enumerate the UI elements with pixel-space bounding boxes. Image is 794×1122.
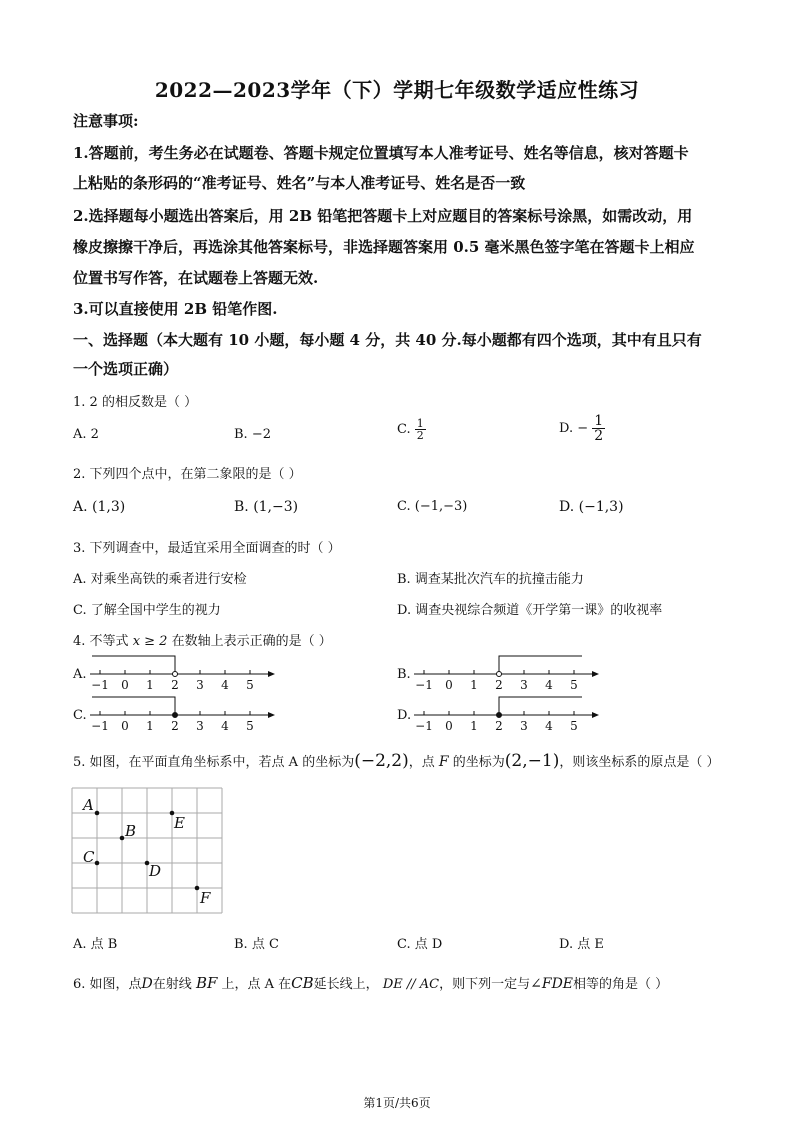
q4-d-tick-label: 4 — [545, 719, 553, 733]
q4-option-b-label: B. — [397, 667, 411, 682]
q4-d-tick-label: 5 — [570, 719, 578, 733]
section-1-heading-cont: 一个选项正确） — [73, 360, 179, 378]
q5-coord-a: (−2,2) — [354, 751, 409, 771]
q6-angle: ∠FDE — [530, 976, 574, 992]
q4-a-tick-label: 1 — [146, 678, 154, 692]
q5-option-d: D. 点 E — [559, 937, 604, 952]
q5-option-c: C. 点 D — [397, 937, 443, 952]
q1-option-d — [559, 414, 605, 443]
q4-b-tick-label: 4 — [545, 678, 553, 692]
q3-stem: 3. 下列调查中，最适宜采用全面调查的时（ ） — [73, 541, 341, 556]
q6-part-1: 6. 如图，点 — [73, 977, 142, 992]
q6-part-4: 延长线上， — [313, 977, 379, 992]
q4-stem-pre: 4. 不等式 — [73, 634, 129, 649]
q6-part-5: ，则下列一定与 — [439, 977, 531, 992]
q4-number-line-a — [88, 652, 278, 692]
q4-a-endpoint — [173, 672, 178, 677]
page-title: 2022—2023学年（下）学期七年级数学适应性练习 — [154, 78, 640, 102]
q6-part-6: 相等的角是（ ） — [573, 977, 669, 992]
q6-var-bf: BF — [195, 974, 218, 992]
q1-c-denominator: 2 — [416, 429, 424, 442]
q6-var-d: D — [141, 976, 153, 992]
q1-option-b: B. −2 — [234, 427, 271, 442]
q4-d-tick-label: 1 — [470, 719, 478, 733]
q4-c-tick-label: −1 — [91, 719, 109, 733]
note-2-line-3: 位置书写作答，在试题卷上答题无效. — [73, 269, 319, 287]
q4-option-c-label: C. — [73, 708, 87, 723]
q5-grid-figure — [70, 785, 226, 917]
q1-d-numerator: 1 — [594, 413, 604, 429]
q5-point-b — [120, 836, 125, 841]
q5-stem-pre: 5. 如图，在平面直角坐标系中，若点 A 的坐标为 — [73, 755, 355, 770]
q5-stem-mid2: 的坐标为 — [452, 755, 505, 770]
q5-stem-mid: ，点 — [408, 755, 435, 770]
q4-d-endpoint — [497, 713, 502, 718]
q4-c-tick-label: 2 — [171, 719, 179, 733]
q6-part-3: 上，点 A 在 — [221, 977, 292, 992]
q4-a-tick-label: 3 — [196, 678, 204, 692]
q2-stem: 2. 下列四个点中，在第二象限的是（ ） — [73, 467, 302, 482]
q4-b-tick-label: 2 — [495, 678, 503, 692]
q4-a-tick-label: 0 — [121, 678, 129, 692]
q3-option-a: A. 对乘坐高铁的乘者进行安检 — [73, 572, 247, 587]
q2-option-c: C. (−1,−3) — [397, 499, 468, 514]
q4-a-tick-label: 4 — [221, 678, 229, 692]
q1-option-c-label: C. — [397, 422, 411, 437]
q4-a-solution-ray — [92, 656, 175, 674]
q1-option-a: A. 2 — [73, 427, 99, 442]
section-1-heading: 一、选择题（本大题有 10 小题，每小题 4 分，共 40 分.每小题都有四个选项，其中有且只有 — [73, 331, 702, 349]
q4-d-tick-label: 3 — [520, 719, 528, 733]
q4-a-tick-label: 5 — [246, 678, 254, 692]
q5-point-a — [95, 811, 100, 816]
q1-c-numerator: 1 — [416, 417, 424, 430]
q5-point-label-e: E — [174, 814, 185, 832]
q4-b-tick-label: 3 — [520, 678, 528, 692]
q1-d-denominator: 2 — [594, 428, 604, 444]
q1-option-d-fraction — [592, 414, 605, 443]
q4-d-solution-ray — [499, 697, 582, 715]
q4-b-tick-label: 0 — [445, 678, 453, 692]
q4-c-tick-label: 3 — [196, 719, 204, 733]
q4-d-tick-label: 2 — [495, 719, 503, 733]
q4-stem-post: 在数轴上表示正确的是（ ） — [171, 634, 332, 649]
notes-heading: 注意事项: — [73, 112, 139, 130]
q1-option-c — [397, 418, 426, 441]
q2-option-a: A. (1,3) — [73, 499, 126, 515]
page-footer: 第1页/共6页 — [363, 1096, 431, 1110]
q4-c-tick-label: 4 — [221, 719, 229, 733]
q4-b-solution-ray — [499, 656, 582, 674]
q4-number-line-d — [412, 693, 602, 733]
q5-point-f — [195, 886, 200, 891]
q4-b-tick-label: 1 — [470, 678, 478, 692]
q5-option-b: B. 点 C — [234, 937, 279, 952]
q2-option-b: B. (1,−3) — [234, 499, 299, 515]
q6-part-2: 在射线 — [152, 977, 192, 992]
q4-number-line-c — [88, 693, 278, 733]
q4-b-arrow — [592, 671, 599, 677]
q4-option-d-label: D. — [397, 708, 412, 723]
q4-inequality: x ≥ 2 — [132, 634, 168, 649]
q3-option-c: C. 了解全国中学生的视力 — [73, 603, 221, 618]
q1-stem: 1. 2 的相反数是（ ） — [73, 395, 198, 410]
q5-point-label-b: B — [125, 822, 137, 840]
q5-point-label-c: C — [83, 848, 95, 866]
q5-point-c — [95, 861, 100, 866]
q5-option-a: A. 点 B — [73, 937, 118, 952]
q3-option-d: D. 调查央视综合频道《开学第一课》的收视率 — [397, 603, 663, 618]
q4-c-tick-label: 0 — [121, 719, 129, 733]
q4-a-arrow — [268, 671, 275, 677]
q4-d-arrow — [592, 712, 599, 718]
q5-stem — [73, 751, 719, 771]
q4-b-endpoint — [497, 672, 502, 677]
q4-d-tick-label: −1 — [415, 719, 433, 733]
q4-d-tick-label: 0 — [445, 719, 453, 733]
q2-option-d: D. (−1,3) — [559, 499, 624, 515]
q4-number-line-b — [412, 652, 602, 692]
q4-a-tick-label: 2 — [171, 678, 179, 692]
q4-b-tick-label: −1 — [415, 678, 433, 692]
q4-c-solution-ray — [92, 697, 175, 715]
note-1-line-2: 上粘贴的条形码的“准考证号、姓名”与本人准考证号、姓名是否一致 — [73, 174, 526, 192]
q6-parallel: DE // AC — [382, 977, 440, 992]
q4-b-tick-label: 5 — [570, 678, 578, 692]
q5-point-label-f: F — [200, 889, 211, 907]
q6-var-cb: CB — [291, 974, 314, 992]
q5-point-label-d: D — [149, 862, 162, 880]
q1-option-d-label: D. − — [559, 421, 589, 436]
q1-option-c-fraction — [415, 418, 426, 441]
q5-point-f-name: F — [438, 754, 449, 770]
q4-a-tick-label: −1 — [91, 678, 109, 692]
q3-option-b: B. 调查某批次汽车的抗撞击能力 — [397, 572, 584, 587]
q4-c-endpoint — [173, 713, 178, 718]
note-2-line-2: 橡皮擦擦干净后，再选涂其他答案标号，非选择题答案用 0.5 毫米黑色签字笔在答题卡上相应 — [73, 238, 695, 256]
q5-stem-post: ，则该坐标系的原点是（ ） — [559, 755, 720, 770]
note-2-line-1: 2.选择题每小题选出答案后，用 2B 铅笔把答题卡上对应题目的答案标号涂黑，如需改动，用 — [73, 207, 693, 225]
q4-c-arrow — [268, 712, 275, 718]
q4-c-tick-label: 1 — [146, 719, 154, 733]
q4-option-a-label: A. — [73, 667, 87, 682]
q6-stem — [73, 973, 668, 992]
note-3: 3.可以直接使用 2B 铅笔作图. — [73, 300, 278, 318]
q4-c-tick-label: 5 — [246, 719, 254, 733]
q4-stem — [73, 630, 332, 649]
q5-coord-f: (2,−1) — [504, 751, 560, 771]
note-1-line-1: 1.答题前，考生务必在试题卷、答题卡规定位置填写本人准考证号、姓名等信息，核对答题卡 — [73, 144, 689, 162]
q5-point-label-a: A — [83, 796, 94, 814]
